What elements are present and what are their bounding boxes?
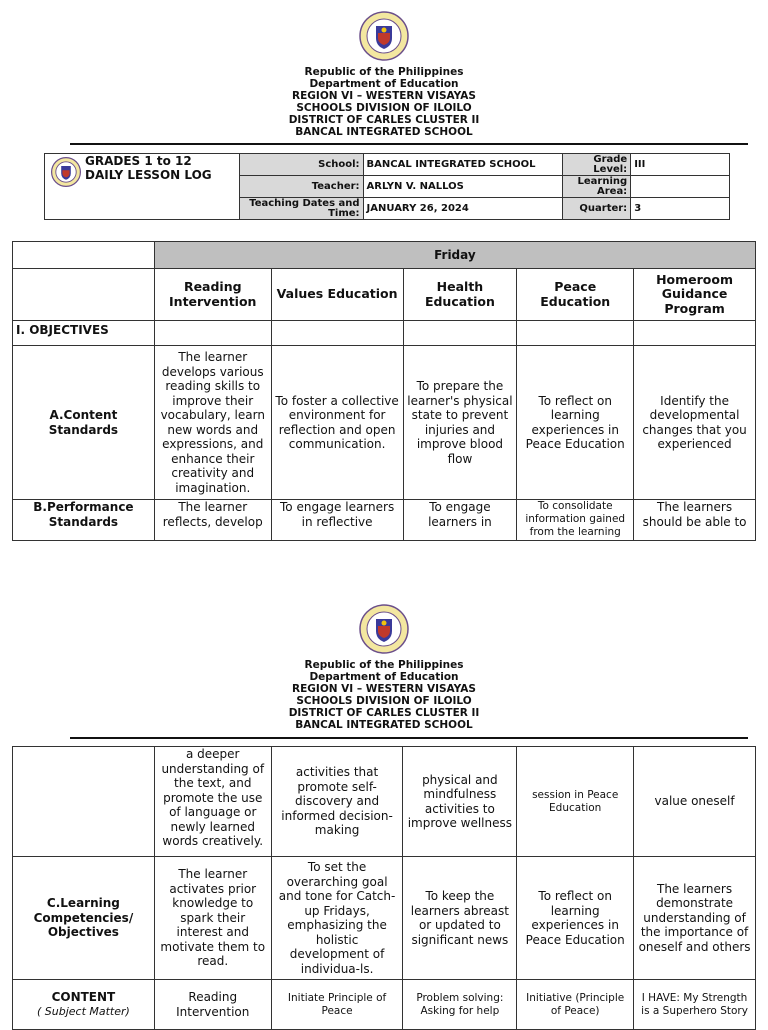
header-divider (70, 143, 748, 145)
content-cell: Problem solving: Asking for help (403, 980, 517, 1030)
header-line: Department of Education (309, 671, 459, 683)
header-line: DISTRICT OF CARLES CLUSTER II (288, 114, 480, 126)
blank-cell (13, 747, 155, 857)
school-value: BANCAL INTEGRATED SCHOOL (363, 154, 563, 176)
lesson-info-table (44, 153, 730, 220)
performance-standard-cell: a deeper understanding of the text, and promote the use of language or newly learned words creatively. (154, 747, 271, 857)
blank-cell (13, 269, 155, 321)
learning-area-value (631, 176, 730, 198)
teacher-value: ARLYN V. NALLOS (363, 176, 563, 198)
performance-standard-cell: To engage learners in reflective (271, 500, 403, 541)
content-standard-cell: Identify the developmental changes that you experienced (634, 346, 756, 500)
day-header: Friday (154, 242, 755, 269)
subject-header: Reading Intervention (154, 269, 271, 321)
empty-cell (403, 321, 517, 346)
subject-header: Health Education (403, 269, 517, 321)
performance-standard-cell: To consolidate information gained from the learning (517, 500, 634, 541)
header-line: BANCAL INTEGRATED SCHOOL (295, 126, 473, 138)
learning-area-label: Learning Area: (563, 176, 631, 198)
content-sub-label: ( Subject Matter) (36, 1004, 130, 1018)
header-line: Republic of the Philippines (304, 659, 464, 671)
performance-standard-cell: physical and mindfulness activities to improve wellness (403, 747, 517, 857)
content-standard-cell: To prepare the learner's physical state to prevent injuries and improve blood flow (403, 346, 517, 500)
header-line: REGION VI – WESTERN VISAYAS (292, 683, 476, 695)
competency-cell: To set the overarching goal and tone for Catch-up Fridays, emphasizing the holistic development of individua-ls. (271, 857, 403, 980)
header-line: DISTRICT OF CARLES CLUSTER II (288, 707, 480, 719)
competency-cell: To reflect on learning experiences in Peace Education (517, 857, 634, 980)
header-line: REGION VI – WESTERN VISAYAS (292, 90, 476, 102)
deped-seal-icon (51, 157, 81, 187)
learning-competencies-label: C.Learning Competencies/ Objectives (13, 857, 155, 980)
header-line: Republic of the Philippines (304, 66, 464, 78)
performance-standard-cell: activities that promote self-discovery and informed decision-making (271, 747, 403, 857)
content-cell: I HAVE: My Strength is a Superhero Story (634, 980, 756, 1030)
header-line: Department of Education (309, 78, 459, 90)
empty-cell (517, 321, 634, 346)
competency-cell: The learner activates prior knowledge to spark their interest and motivate them to read. (154, 857, 271, 980)
grade-level-label: Grade Level: (563, 154, 631, 176)
competency-cell: To keep the learners abreast or updated to significant news (403, 857, 517, 980)
lesson-table-page-1 (12, 241, 756, 541)
grade-level-value: III (631, 154, 730, 176)
content-cell: Reading Intervention (154, 980, 271, 1030)
deped-seal-icon (359, 604, 409, 654)
header-line: BANCAL INTEGRATED SCHOOL (295, 719, 473, 731)
dll-title: GRADES 1 to 12 DAILY LESSON LOG (45, 154, 240, 220)
content-standard-cell: To foster a collective environment for reflection and open communication. (271, 346, 403, 500)
quarter-value: 3 (631, 198, 730, 220)
empty-cell (634, 321, 756, 346)
teacher-label: Teacher: (239, 176, 363, 198)
performance-standard-cell: The learners should be able to (634, 500, 756, 541)
header-line: SCHOOLS DIVISION OF ILOILO (296, 695, 472, 707)
subject-header: Values Education (271, 269, 403, 321)
content-standard-cell: The learner develops various reading skills to improve their vocabulary, learn new words and expressions, and enhance their creativity and imagination. (154, 346, 271, 500)
header-divider (70, 737, 748, 739)
performance-standard-cell: value oneself (634, 747, 756, 857)
subject-header: Peace Education (517, 269, 634, 321)
content-label: CONTENT ( Subject Matter) (13, 980, 155, 1030)
performance-standards-label: B.Performance Standards (13, 500, 155, 541)
empty-cell (154, 321, 271, 346)
deped-seal-icon (359, 11, 409, 61)
subject-header: Homeroom Guidance Program (634, 269, 756, 321)
lesson-table-page-2 (12, 746, 756, 1030)
teaching-dates-label: Teaching Dates and Time: (239, 198, 363, 220)
performance-standard-cell: session in Peace Education (517, 747, 634, 857)
competency-cell: The learners demonstrate understanding of the importance of oneself and others (634, 857, 756, 980)
content-standard-cell: To reflect on learning experiences in Peace Education (517, 346, 634, 500)
performance-standard-cell: To engage learners in (403, 500, 517, 541)
empty-cell (271, 321, 403, 346)
performance-standard-cell: The learner reflects, develop (154, 500, 271, 541)
school-label: School: (239, 154, 363, 176)
corner-cell (13, 242, 155, 269)
quarter-label: Quarter: (563, 198, 631, 220)
content-cell: Initiative (Principle of Peace) (517, 980, 634, 1030)
teaching-dates-value: JANUARY 26, 2024 (363, 198, 563, 220)
header-line: SCHOOLS DIVISION OF ILOILO (296, 102, 472, 114)
content-cell: Initiate Principle of Peace (271, 980, 403, 1030)
content-standards-label: A.Content Standards (13, 346, 155, 500)
objectives-label: I. OBJECTIVES (13, 321, 155, 346)
